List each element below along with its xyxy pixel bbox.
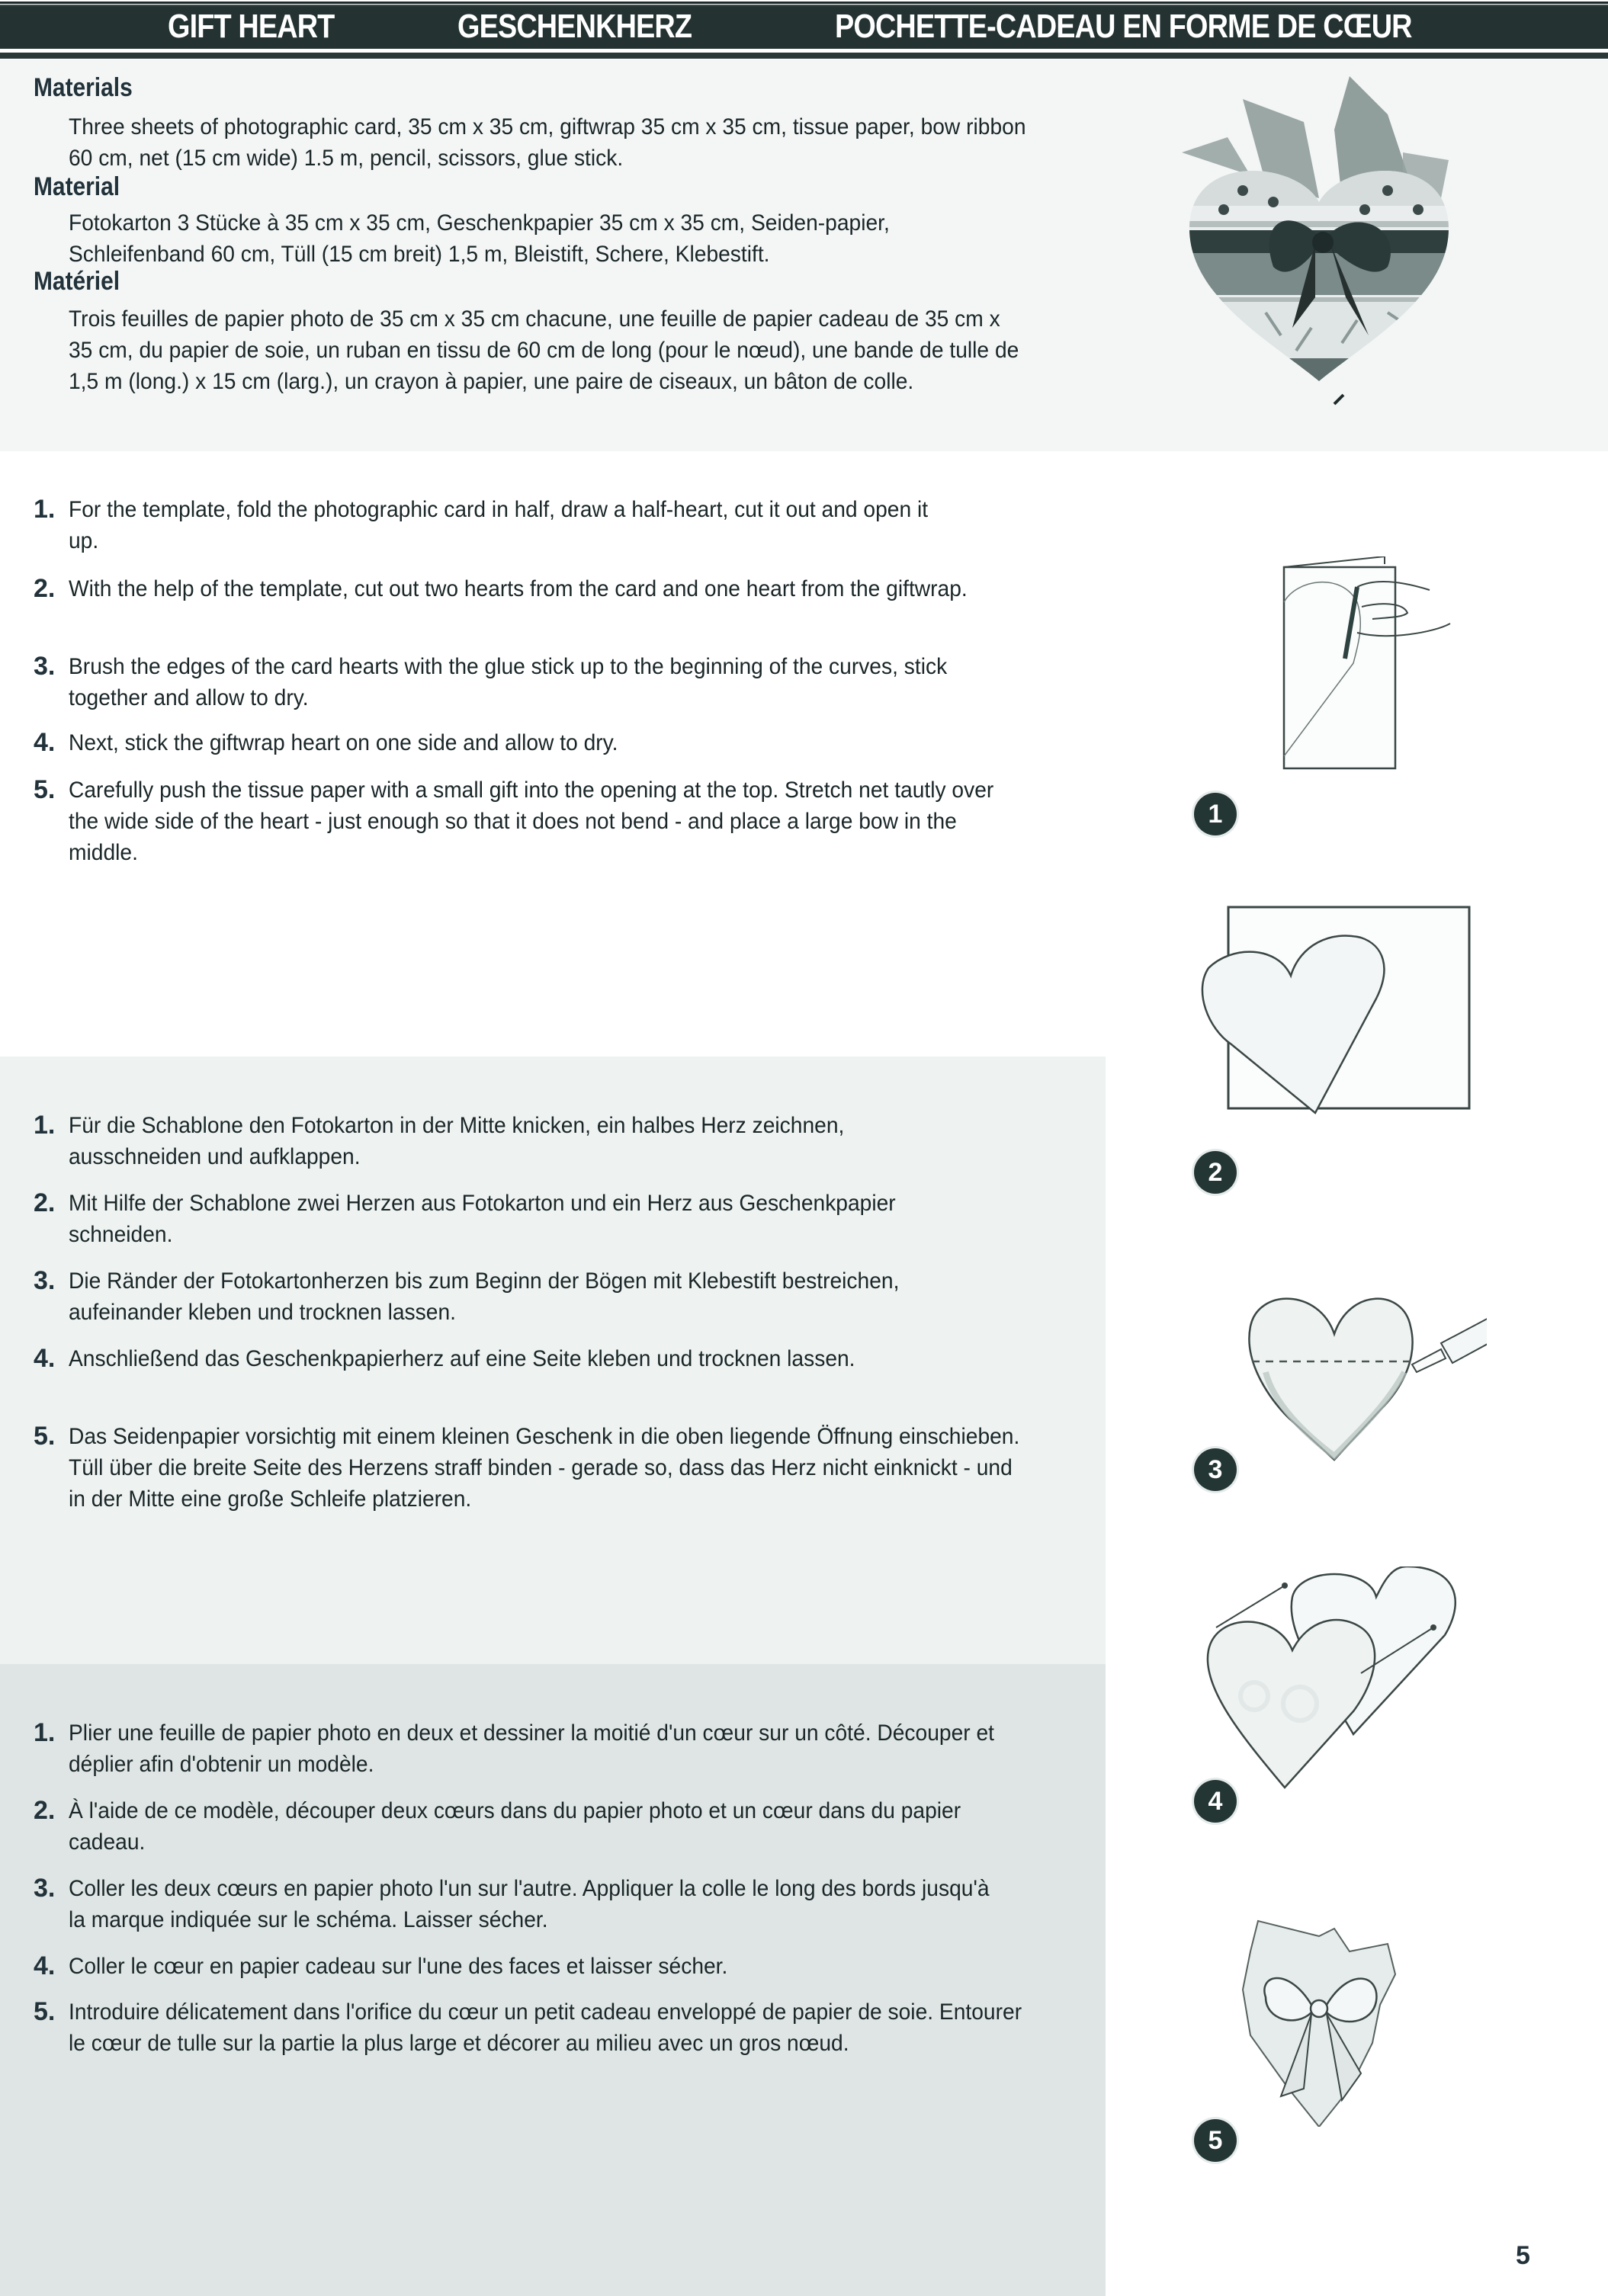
title-french: POCHETTE-CADEAU EN FORME DE CŒUR <box>835 8 1412 45</box>
title-english: GIFT HEART <box>168 8 335 45</box>
header-rule-bottom <box>0 53 1608 59</box>
step-number: 1. <box>34 1111 56 1140</box>
step-text: Das Seidenpapier vorsichtig mit einem kleinen Geschenk in die oben liegende Öffnung einschieben. Tüll über die breite Seite des Herzens straff binden - gerade so, dass das Herz nicht einknickt - und in der Mitte eine große Schleife platzieren. <box>69 1424 1020 1512</box>
illustration-finished-bow <box>1235 1913 1403 2127</box>
step-number: 4. <box>34 728 56 757</box>
step-text: Mit Hilfe der Schablone zwei Herzen aus Fotokarton und ein Herz aus Geschenkpapier schneiden. <box>69 1191 896 1247</box>
illustration-fold-card <box>1281 556 1464 778</box>
title-german: GESCHENKHERZ <box>457 8 692 45</box>
step-number: 1. <box>34 495 56 524</box>
step-text: Carefully push the tissue paper with a small gift into the opening at the top. Stretch net tautly over the wide side of the heart - just enough so that it does not bend - and place a large bow in the middle. <box>69 778 994 865</box>
step-text: Brush the edges of the card hearts with the glue stick up to the beginning of the curves, stick together and allow to dry. <box>69 654 948 710</box>
steps-section-french <box>0 1664 1106 2296</box>
step-number: 4. <box>34 1951 56 1980</box>
step-number: 3. <box>34 652 56 681</box>
header-rule-top <box>0 2 1608 4</box>
step-number: 2. <box>34 1796 56 1825</box>
step-text: À l'aide de ce modèle, découper deux cœurs dans du papier photo et un cœur dans du papier cadeau. <box>69 1798 961 1855</box>
step-badge-2: 2 <box>1194 1151 1237 1194</box>
step-text: Coller les deux cœurs en papier photo l'un sur l'autre. Appliquer la colle le long des bords jusqu'à la marque indiquée sur le schéma. Laisser sécher. <box>69 1876 990 1932</box>
illustration-glue-heart <box>1189 1273 1487 1471</box>
step-text: Für die Schablone den Fotokarton in der Mitte knicken, ein halbes Herz zeichnen, ausschneiden und aufklappen. <box>69 1113 845 1169</box>
step-text: For the template, fold the photographic card in half, draw a half-heart, cut it out and open it up. <box>69 497 929 553</box>
materials-heading-en: Materials <box>34 73 133 102</box>
step-badge-5: 5 <box>1194 2119 1237 2162</box>
step-number: 1. <box>34 1718 56 1747</box>
step-number: 5. <box>34 1422 56 1451</box>
materials-text-en: Three sheets of photographic card, 35 cm x 35 cm, giftwrap 35 cm x 35 cm, tissue paper, bow ribbon 60 cm, net (15 cm wide) 1.5 m, pencil, scissors, glue stick. <box>69 114 1026 171</box>
step-number: 3. <box>34 1874 56 1903</box>
materials-heading-de: Material <box>34 172 120 201</box>
step-badge-4: 4 <box>1194 1780 1237 1823</box>
step-number: 2. <box>34 574 56 603</box>
step-text: Coller le cœur en papier cadeau sur l'une des faces et laisser sécher. <box>69 1954 728 1979</box>
step-text: With the help of the template, cut out two hearts from the card and one heart from the giftwrap. <box>69 576 968 601</box>
steps-section-english <box>0 451 1106 1055</box>
materials-text-de: Fotokarton 3 Stücke à 35 cm x 35 cm, Geschenkpapier 35 cm x 35 cm, Seiden-papier, Schleifenband 60 cm, Tüll (15 cm breit) 1,5 m, Bleistift, Schere, Klebestift. <box>69 210 890 267</box>
step-number: 5. <box>34 1997 56 2026</box>
illustration-heart-template <box>1201 899 1475 1128</box>
step-number: 5. <box>34 775 56 804</box>
page-number: 5 <box>1516 2241 1530 2270</box>
steps-section-german <box>0 1057 1106 1665</box>
step-text: Anschließend das Geschenkpapierherz auf eine Seite kleben und trocknen lassen. <box>69 1346 855 1371</box>
finished-heart-photo <box>1159 69 1479 427</box>
step-badge-1: 1 <box>1194 793 1237 835</box>
step-text: Die Ränder der Fotokartonherzen bis zum Beginn der Bögen mit Klebestift bestreichen, aufeinander kleben und trocknen lassen. <box>69 1268 900 1325</box>
step-number: 4. <box>34 1344 56 1373</box>
step-text: Introduire délicatement dans l'orifice du cœur un petit cadeau enveloppé de papier de soie. Entourer le cœur de tulle sur la partie la plus large et décorer au milieu avec un gros nœud. <box>69 1999 1022 2056</box>
step-text: Next, stick the giftwrap heart on one side and allow to dry. <box>69 730 618 755</box>
page-header <box>0 0 1608 59</box>
step-text: Plier une feuille de papier photo en deux et dessiner la moitié d'un cœur sur un côté. Découper et déplier afin d'obtenir un modèle. <box>69 1720 994 1777</box>
materials-text-fr: Trois feuilles de papier photo de 35 cm x 35 cm chacune, une feuille de papier cadeau de 35 cm x 35 cm, du papier de soie, un ruban en tissu de 60 cm de long (pour le nœud), une bande de tulle de 1,5 m (long.) x 15 cm (larg.), un crayon à papier, une paire de ciseaux, un bâton de colle. <box>69 306 1019 394</box>
step-badge-3: 3 <box>1194 1448 1237 1491</box>
step-number: 2. <box>34 1188 56 1217</box>
illustration-two-hearts <box>1201 1566 1475 1795</box>
step-number: 3. <box>34 1266 56 1295</box>
materials-heading-fr: Matériel <box>34 267 120 296</box>
